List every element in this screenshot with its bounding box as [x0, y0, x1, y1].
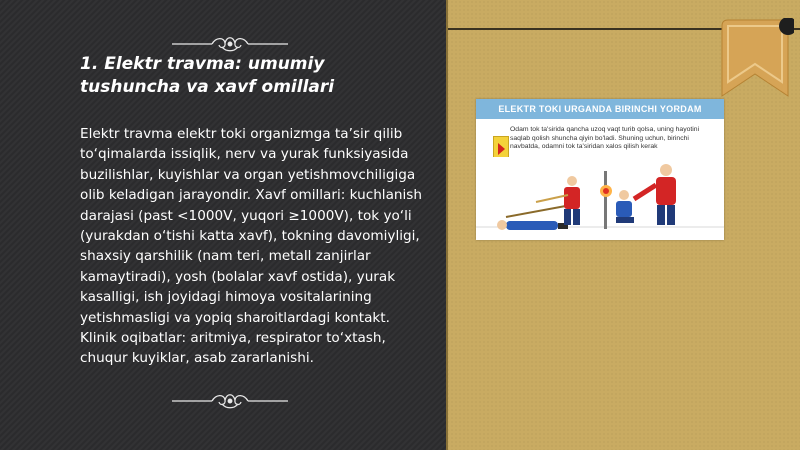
panel-divider [446, 0, 448, 450]
scroll-flourish-divider-top [170, 33, 290, 55]
bookmark-ribbon-icon [718, 18, 794, 98]
rescue-illustration [476, 157, 724, 240]
scroll-flourish-divider-bottom [170, 390, 290, 412]
poster-caption: Odam tok ta'sirida qancha uzoq vaqt turib qolsa, uning hayotini saqlab qolish shuncha qiyin bo'ladi. Shuning uchun, birinchi navbatda, odamni tok ta'siridan xalos qilish kerak [510, 126, 700, 151]
poster-heading: ELEKTR TOKI URGANDA BIRINCHI YORDAM [476, 99, 724, 119]
slide-title: 1. Elektr travma: umumiy tushuncha va xavf omillari [80, 54, 335, 97]
slide-body-text: Elektr travma elektr toki organizmga ta’sir qilib to‘qimalarda issiqlik, nerv va yurak funksiyasida buzilishlar, kuyishlar va organ yetishmovchiligiga olib keladigan jarayondir. Xavf omillari: kuchlanish darajasi (past <1000V, yuqori ≥1000V), tok yo‘li (yurakdan o‘tishi katta xavf), tokning davomiyligi, shaxsiy qarshilik (nam teri, metall zanjirlar kamaytiradi), yosh (bolalar xavf ostida), yurak kasalligi, ish joyidagi himoya vositalarining yetishmasligi va yopiq sharoitlardagi kontakt. Klinik oqibatlar: aritmiya, respirator to‘xtash, chuqur kuyiklar, asab zararlanishi. [80, 126, 423, 367]
first-aid-poster-image [476, 99, 724, 240]
